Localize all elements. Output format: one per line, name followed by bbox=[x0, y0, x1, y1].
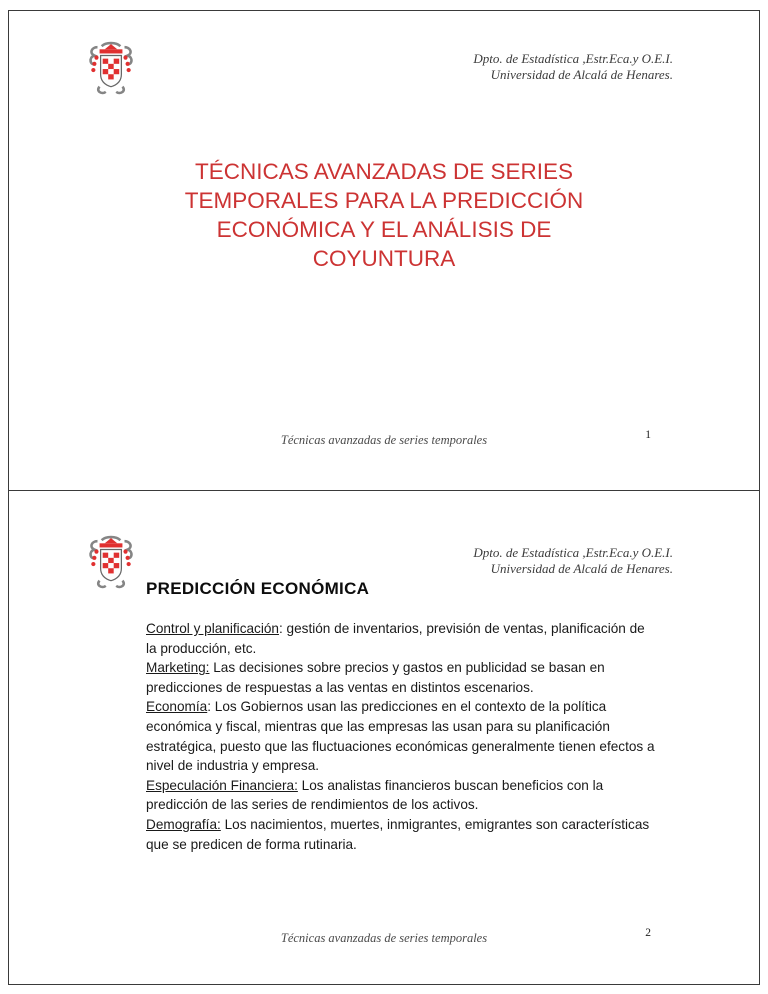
university-crest-icon bbox=[87, 535, 135, 589]
paragraph-marketing bbox=[146, 658, 658, 697]
paragraph-lead: Especulación Financiera: bbox=[146, 777, 298, 793]
slide1-footer bbox=[9, 431, 759, 449]
paragraph-especulacion-financiera bbox=[146, 776, 658, 815]
university-line: Universidad de Alcalá de Henares. bbox=[490, 67, 673, 82]
paragraph-lead: Marketing: bbox=[146, 660, 210, 676]
document-sheet bbox=[8, 10, 760, 985]
footer-text: Técnicas avanzadas de series temporales bbox=[280, 433, 488, 447]
university-logo bbox=[87, 41, 135, 95]
department-line: Dpto. de Estadística ,Estr.Eca.y O.E.I. bbox=[473, 545, 673, 560]
paragraph-demografia bbox=[146, 815, 658, 854]
slide2-heading: PREDICCIÓN ECONÓMICA bbox=[146, 579, 370, 598]
page-number: 1 bbox=[645, 429, 651, 441]
paragraph-lead: Economía bbox=[146, 699, 208, 715]
university-logo bbox=[87, 535, 135, 589]
paragraph-rest: Los nacimientos, muertes, inmigrantes, emigrantes son características que se predicen de forma rutinaria. bbox=[146, 816, 650, 852]
paragraph-rest: : gestión de inventarios, previsión de ventas, planificación de la producción, etc. bbox=[146, 621, 645, 656]
university-crest-icon bbox=[87, 41, 135, 95]
paragraph-rest: : Los Gobiernos usan las predicciones en el contexto de la política económica y fiscal, mientras que las empresas las usan para su planificación estratégica, puesto que las fluctuaciones económicas generalmente tienen efectos a nivel de industria y empresa. bbox=[146, 699, 655, 774]
paragraph-control-planificacion bbox=[146, 619, 658, 658]
paragraph-lead: Control y planificación bbox=[146, 621, 279, 636]
slide-1 bbox=[9, 11, 759, 491]
slide2-footer bbox=[9, 929, 759, 947]
slide1-title: TÉCNICAS AVANZADAS DE SERIES TEMPORALES PARA LA PREDICCIÓN ECONÓMICA Y EL ANÁLISIS DE COYUNTURA bbox=[184, 159, 584, 271]
department-line: Dpto. de Estadística ,Estr.Eca.y O.E.I. bbox=[473, 51, 673, 66]
department-header bbox=[473, 545, 673, 577]
slide-2 bbox=[9, 491, 759, 983]
paragraph-rest: Los analistas financieros buscan beneficios con la predicción de las series de rendimientos de los activos. bbox=[146, 777, 604, 813]
paragraph-lead: Demografía: bbox=[146, 816, 221, 832]
paragraph-rest: Las decisiones sobre precios y gastos en publicidad se basan en predicciones de respuestas a las ventas en distintos escenarios. bbox=[146, 660, 605, 695]
footer-text: Técnicas avanzadas de series temporales bbox=[280, 931, 488, 945]
department-header bbox=[473, 51, 673, 83]
page-number: 2 bbox=[645, 927, 651, 939]
paragraph-economia bbox=[146, 697, 658, 775]
university-line: Universidad de Alcalá de Henares. bbox=[490, 561, 673, 576]
slide2-body bbox=[146, 619, 658, 854]
